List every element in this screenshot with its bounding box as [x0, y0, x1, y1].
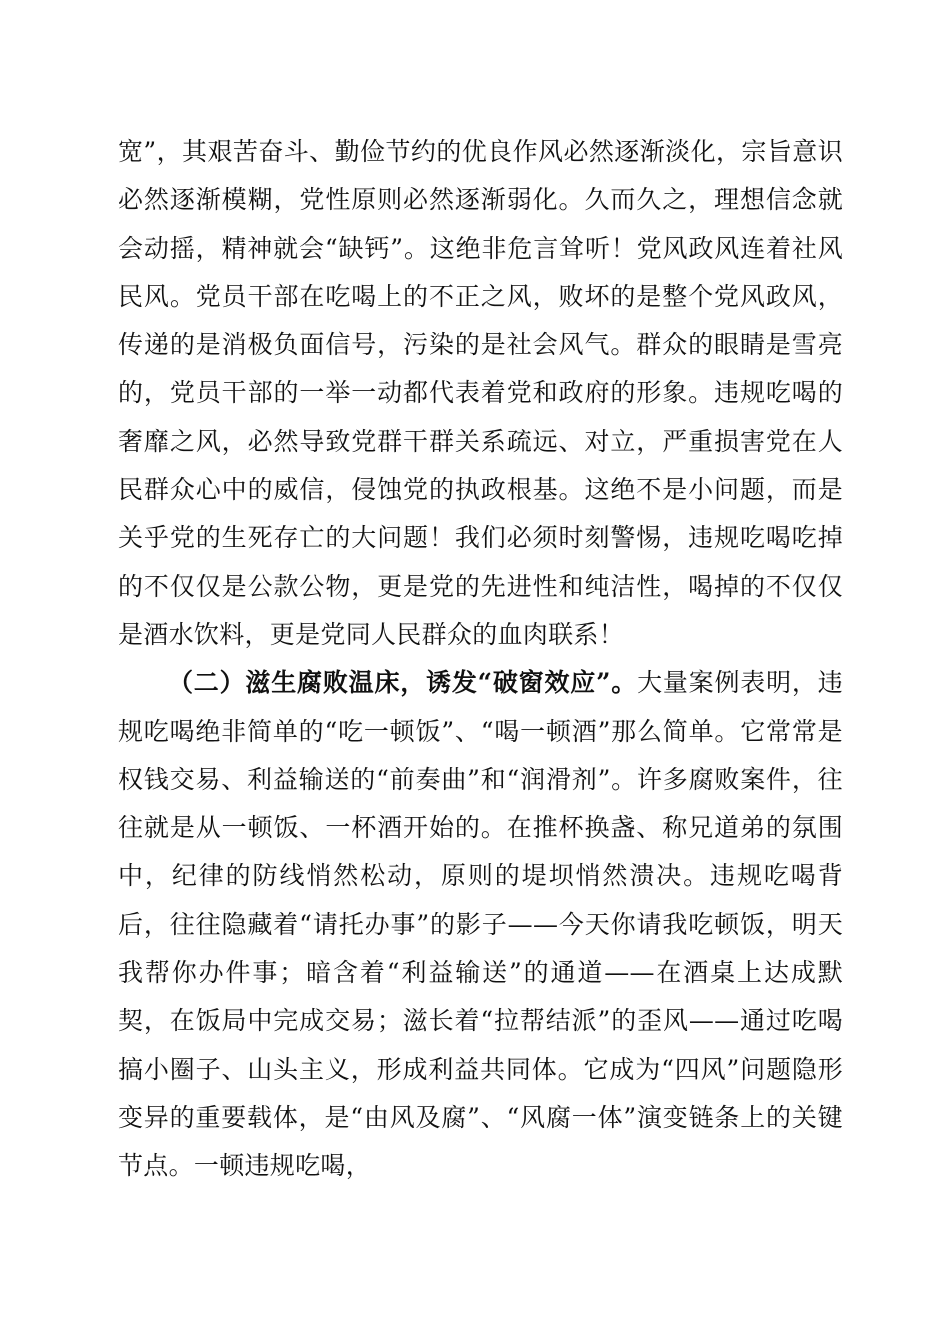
paragraph-text: 大量案例表明，违规吃喝绝非简单的“吃一顿饭”、“喝一顿酒”那么简单。它常常是权钱交易、利益输送的“前奏曲”和“润滑剂”。许多腐败案件，往往就是从一顿饭、一杯酒开始的。在推杯换盏、称兄道弟的氛围中，纪律的防线悄然松动，原则的堤坝悄然溃决。违规吃喝背后，往往隐藏着“请托办事”的影子——今天你请我吃顿饭，明天我帮你办件事；暗含着“利益输送”的通道——在酒桌上达成默契，在饭局中完成交易；滋长着“拉帮结派”的歪风——通过吃喝搞小圈子、山头主义，形成利益共同体。它成为“四风”问题隐形变异的重要载体，是“由风及腐”、“风腐一体”演变链条上的关键节点。一顿违规吃喝， [118, 668, 843, 1181]
paragraph-text: 宽”，其艰苦奋斗、勤俭节约的优良作风必然逐渐淡化，宗旨意识必然逐渐模糊，党性原则必然逐渐弱化。久而久之，理想信念就会动摇，精神就会“缺钙”。这绝非危言耸听！党风政风连着社风民风。党员干部在吃喝上的不正之风，败坏的是整个党风政风，传递的是消极负面信号，污染的是社会风气。群众的眼睛是雪亮的，党员干部的一举一动都代表着党和政府的形象。违规吃喝的奢靡之风，必然导致党群干群关系疏远、对立，严重损害党在人民群众心中的威信，侵蚀党的执政根基。这绝不是小问题，而是关乎党的生死存亡的大问题！我们必须时刻警惕，违规吃喝吃掉的不仅仅是公款公物，更是党的先进性和纯洁性，喝掉的不仅仅是酒水饮料，更是党同人民群众的血肉联系！ [118, 137, 843, 649]
section-heading-lead: （二）滋生腐败温床，诱发“破窗效应”。 [168, 668, 638, 698]
paragraph-section-two [118, 659, 843, 1190]
paragraph-continuation [118, 128, 843, 659]
document-body [118, 128, 843, 1191]
